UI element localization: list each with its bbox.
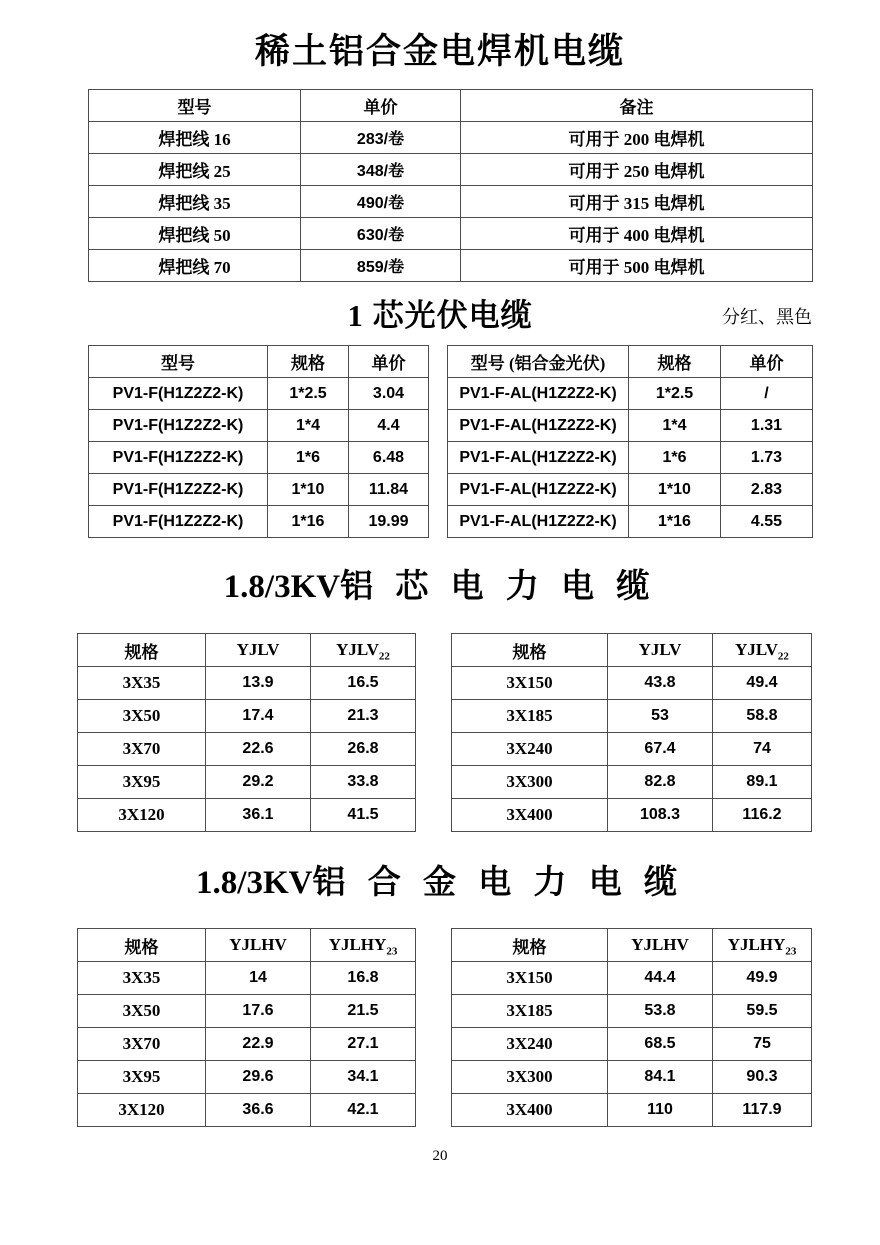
cell-yjlv22-price: 58.8 (713, 700, 812, 733)
col-header-yjlv22: $YJLV_{22}$ (311, 634, 416, 667)
cell-spec: 3X35 (78, 667, 206, 700)
table-row (78, 766, 416, 799)
cell-spec: 1*16 (629, 506, 721, 538)
cell-spec: 1*2.5 (629, 378, 721, 410)
table-header-row (78, 634, 416, 667)
cell-unit-price: 1.73 (721, 442, 813, 474)
cell-yjlv-price: 82.8 (608, 766, 713, 799)
subscript: 22 (378, 650, 390, 663)
cell-yjlv-price: 36.1 (206, 799, 311, 832)
col-header-spec: 规格 (78, 634, 206, 667)
cell-yjlhy23-price: 117.9 (713, 1094, 812, 1127)
cell-yjlhv-price: 17.6 (206, 995, 311, 1028)
cell-model: 焊把线 16 (89, 122, 301, 154)
cell-unit-price: 490/卷 (301, 186, 461, 218)
section3-title (0, 560, 880, 607)
cell-model: 焊把线 70 (89, 250, 301, 282)
cell-yjlv-price: 29.2 (206, 766, 311, 799)
cell-spec: 3X240 (452, 733, 608, 766)
table-row (78, 1061, 416, 1094)
cell-yjlhy23-price: 21.5 (311, 995, 416, 1028)
table-header-row (448, 346, 813, 378)
cell-model: 焊把线 35 (89, 186, 301, 218)
table-row (448, 506, 813, 538)
cell-spec: 3X300 (452, 766, 608, 799)
table-row (452, 1061, 812, 1094)
cell-unit-price: 2.83 (721, 474, 813, 506)
pv-cable-table-left (88, 345, 429, 538)
table-row (78, 733, 416, 766)
col-header-unit-price: 单价 (721, 346, 813, 378)
cell-yjlv22-price: 89.1 (713, 766, 812, 799)
cell-yjlv-price: 108.3 (608, 799, 713, 832)
cell-yjlv-price: 43.8 (608, 667, 713, 700)
cell-model: PV1-F(H1Z2Z2-K) (89, 378, 268, 410)
cell-yjlv22-price: 26.8 (311, 733, 416, 766)
cell-yjlv-price: 17.4 (206, 700, 311, 733)
table-row (452, 700, 812, 733)
cell-spec: 1*4 (629, 410, 721, 442)
cell-spec: 3X95 (78, 1061, 206, 1094)
cell-model: PV1-F(H1Z2Z2-K) (89, 442, 268, 474)
cell-yjlv22-price: 21.3 (311, 700, 416, 733)
color-note: 分红、黑色 (722, 307, 812, 327)
cell-yjlv22-price: 41.5 (311, 799, 416, 832)
cell-model: PV1-F-AL(H1Z2Z2-K) (448, 506, 629, 538)
cell-yjlhv-price: 22.9 (206, 1028, 311, 1061)
subscript: 23 (785, 945, 797, 958)
subscript: 23 (386, 945, 398, 958)
cell-remark: 可用于 250 电焊机 (461, 154, 813, 186)
col-header-yjlhy23: $YJLHY_{23}$ (311, 929, 416, 962)
cell-yjlv22-price: 116.2 (713, 799, 812, 832)
col-header-yjlhy23: $YJLHY_{23}$ (713, 929, 812, 962)
cell-spec: 3X150 (452, 667, 608, 700)
table-header-row (452, 634, 812, 667)
table-row (452, 962, 812, 995)
table-row (78, 700, 416, 733)
cell-yjlhy23-price: 42.1 (311, 1094, 416, 1127)
col-header-model: 型号 (89, 346, 268, 378)
cell-yjlhv-price: 53.8 (608, 995, 713, 1028)
cell-spec: 3X50 (78, 700, 206, 733)
col-header-spec: 规格 (78, 929, 206, 962)
cell-model: PV1-F(H1Z2Z2-K) (89, 474, 268, 506)
table-row (452, 766, 812, 799)
cell-yjlhv-price: 29.6 (206, 1061, 311, 1094)
cell-yjlv-price: 13.9 (206, 667, 311, 700)
section3-title-voltage: 1.8/3KV (223, 569, 341, 605)
cell-unit-price: 283/卷 (301, 122, 461, 154)
table-row (78, 1094, 416, 1127)
table-row (89, 154, 813, 186)
col-header-yjlv: YJLV (608, 634, 713, 667)
table-row (448, 410, 813, 442)
cell-model: PV1-F(H1Z2Z2-K) (89, 410, 268, 442)
welding-cable-table (88, 89, 813, 282)
col-header-yjlhv: YJLHV (608, 929, 713, 962)
cell-spec: 3X120 (78, 1094, 206, 1127)
cell-yjlhy23-price: 34.1 (311, 1061, 416, 1094)
cell-yjlhy23-price: 75 (713, 1028, 812, 1061)
aluminum-core-table-right (451, 633, 812, 832)
aluminum-core-table-left (77, 633, 416, 832)
col-header-spec: 规格 (452, 634, 608, 667)
cell-yjlv22-price: 49.4 (713, 667, 812, 700)
cell-model: PV1-F-AL(H1Z2Z2-K) (448, 378, 629, 410)
cell-yjlhy23-price: 27.1 (311, 1028, 416, 1061)
cell-model: PV1-F-AL(H1Z2Z2-K) (448, 442, 629, 474)
col-header-spec: 规格 (629, 346, 721, 378)
cell-unit-price: 3.04 (349, 378, 429, 410)
col-header-spec: 规格 (452, 929, 608, 962)
cell-spec: 1*6 (268, 442, 349, 474)
cell-yjlv22-price: 16.5 (311, 667, 416, 700)
page-number: 20 (432, 1148, 448, 1164)
cell-remark: 可用于 315 电焊机 (461, 186, 813, 218)
table-row (452, 995, 812, 1028)
table-row (89, 410, 429, 442)
cell-spec: 1*10 (629, 474, 721, 506)
table-row (452, 1094, 812, 1127)
section1-title: 稀土铝合金电焊机电缆 (254, 32, 625, 71)
cell-spec: 3X400 (452, 799, 608, 832)
cell-spec: 3X120 (78, 799, 206, 832)
table-row (89, 186, 813, 218)
cell-unit-price: / (721, 378, 813, 410)
cell-remark: 可用于 200 电焊机 (461, 122, 813, 154)
cell-unit-price: 11.84 (349, 474, 429, 506)
table-row (78, 799, 416, 832)
cell-spec: 3X70 (78, 733, 206, 766)
subscript: 22 (777, 650, 789, 663)
cell-unit-price: 19.99 (349, 506, 429, 538)
cell-spec: 3X70 (78, 1028, 206, 1061)
table-row (452, 1028, 812, 1061)
cell-model: PV1-F(H1Z2Z2-K) (89, 506, 268, 538)
table-row (448, 442, 813, 474)
col-header-remark: 备注 (461, 90, 813, 122)
cell-yjlv-price: 22.6 (206, 733, 311, 766)
cell-yjlhv-price: 110 (608, 1094, 713, 1127)
cell-yjlhv-price: 84.1 (608, 1061, 713, 1094)
cell-yjlhy23-price: 49.9 (713, 962, 812, 995)
cell-model: 焊把线 50 (89, 218, 301, 250)
table-row (452, 733, 812, 766)
cell-yjlhy23-price: 16.8 (311, 962, 416, 995)
cell-spec: 3X400 (452, 1094, 608, 1127)
cell-spec: 3X185 (452, 995, 608, 1028)
cell-yjlv-price: 53 (608, 700, 713, 733)
col-header-model-aluminum: 型号 (铝合金光伏) (448, 346, 629, 378)
cell-yjlhv-price: 44.4 (608, 962, 713, 995)
cell-yjlhv-price: 36.6 (206, 1094, 311, 1127)
table-header-row (89, 90, 813, 122)
col-header-yjlv22: $YJLV_{22}$ (713, 634, 812, 667)
cell-unit-price: 6.48 (349, 442, 429, 474)
cell-spec: 3X35 (78, 962, 206, 995)
section4-title (0, 856, 880, 903)
table-row (89, 474, 429, 506)
col-header-yjlv: YJLV (206, 634, 311, 667)
aluminum-alloy-table-left (77, 928, 416, 1127)
cell-spec: 1*2.5 (268, 378, 349, 410)
table-header-row (89, 346, 429, 378)
cell-spec: 3X185 (452, 700, 608, 733)
table-header-row (452, 929, 812, 962)
cell-spec: 3X95 (78, 766, 206, 799)
pv-cable-table-right (447, 345, 813, 538)
table-row (89, 122, 813, 154)
section2-title: 1 芯光伏电缆 (347, 298, 533, 333)
table-row (89, 442, 429, 474)
table-row (78, 962, 416, 995)
section3-title-cn: 铝 芯 电 力 电 缆 (340, 569, 657, 605)
cell-spec: 1*10 (268, 474, 349, 506)
cell-unit-price: 4.4 (349, 410, 429, 442)
table-header-row (78, 929, 416, 962)
col-header-model: 型号 (89, 90, 301, 122)
cell-yjlv22-price: 33.8 (311, 766, 416, 799)
table-row (89, 250, 813, 282)
col-header-spec: 规格 (268, 346, 349, 378)
table-row (89, 218, 813, 250)
table-row (78, 995, 416, 1028)
cell-spec: 1*16 (268, 506, 349, 538)
cell-yjlhy23-price: 90.3 (713, 1061, 812, 1094)
cell-unit-price: 348/卷 (301, 154, 461, 186)
cell-spec: 3X50 (78, 995, 206, 1028)
cell-remark: 可用于 400 电焊机 (461, 218, 813, 250)
cell-unit-price: 859/卷 (301, 250, 461, 282)
table-row (78, 1028, 416, 1061)
aluminum-alloy-table-right (451, 928, 812, 1127)
cell-spec: 3X300 (452, 1061, 608, 1094)
cell-yjlv22-price: 74 (713, 733, 812, 766)
cell-yjlhv-price: 14 (206, 962, 311, 995)
table-row (89, 506, 429, 538)
cell-spec: 3X150 (452, 962, 608, 995)
table-row (448, 378, 813, 410)
table-row (448, 474, 813, 506)
cell-unit-price: 1.31 (721, 410, 813, 442)
cell-remark: 可用于 500 电焊机 (461, 250, 813, 282)
cell-spec: 1*4 (268, 410, 349, 442)
cell-unit-price: 4.55 (721, 506, 813, 538)
cell-model: PV1-F-AL(H1Z2Z2-K) (448, 474, 629, 506)
table-row (78, 667, 416, 700)
table-row (452, 667, 812, 700)
cell-model: 焊把线 25 (89, 154, 301, 186)
cell-yjlhv-price: 68.5 (608, 1028, 713, 1061)
cell-yjlv-price: 67.4 (608, 733, 713, 766)
table-row (89, 378, 429, 410)
cell-yjlhy23-price: 59.5 (713, 995, 812, 1028)
col-header-unit-price: 单价 (301, 90, 461, 122)
cell-spec: 3X240 (452, 1028, 608, 1061)
col-header-yjlhv: YJLHV (206, 929, 311, 962)
cell-model: PV1-F-AL(H1Z2Z2-K) (448, 410, 629, 442)
section4-title-voltage: 1.8/3KV (196, 865, 313, 901)
table-row (452, 799, 812, 832)
col-header-unit-price: 单价 (349, 346, 429, 378)
cell-spec: 1*6 (629, 442, 721, 474)
section4-title-cn: 铝 合 金 电 力 电 缆 (312, 865, 684, 901)
cell-unit-price: 630/卷 (301, 218, 461, 250)
